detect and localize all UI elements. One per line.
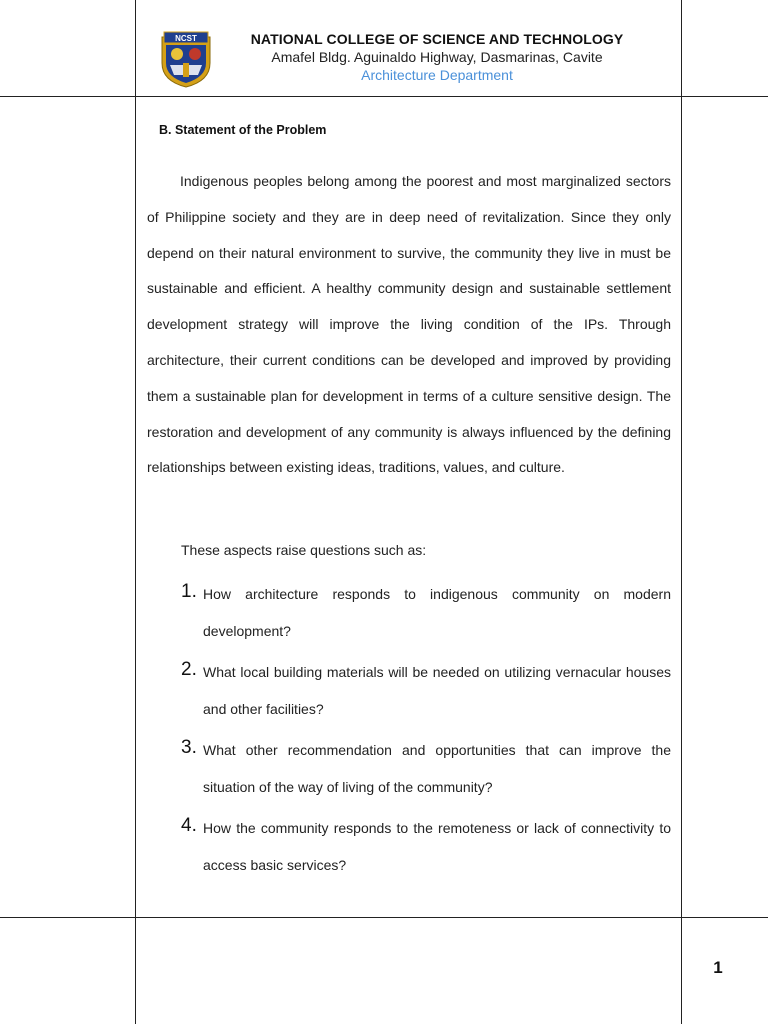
question-number: 2.: [181, 659, 197, 680]
page-number: 1: [713, 958, 723, 977]
question-text: What local building materials will be needed on utilizing vernacular houses and other facilities?: [203, 664, 671, 717]
header-divider: [0, 96, 768, 97]
footer-divider: [0, 917, 768, 918]
list-item: [181, 576, 671, 649]
college-name: NATIONAL COLLEGE OF SCIENCE AND TECHNOLOGY: [250, 31, 624, 47]
college-logo-icon: [158, 29, 214, 89]
frame-right-line: [681, 0, 682, 1024]
college-address: Amafel Bldg. Aguinaldo Highway, Dasmarinas, Cavite: [271, 49, 603, 65]
problem-paragraph: Indigenous peoples belong among the poorest and most marginalized sectors of Philippine society and they are in deep need of revitalization. Since they only depend on their natural environment to survive, the community they live in must be sustainable and efficient. A healthy community design and sustainable settlement development strategy will improve the living condition of the IPs. Through architecture, their current conditions can be developed and improved by providing them a sustainable plan for development in terms of a culture sensitive design. The restoration and development of any community is always influenced by the defining relationships between existing ideas, traditions, values, and culture.: [147, 173, 671, 476]
question-number: 3.: [181, 737, 197, 758]
questions-intro: These aspects raise questions such as:: [181, 542, 427, 558]
questions-list: [181, 576, 671, 888]
list-item: [181, 732, 671, 805]
question-text: How the community responds to the remoteness or lack of connectivity to access basic services?: [203, 820, 671, 873]
section-title: B. Statement of the Problem: [159, 123, 327, 137]
question-text: What other recommendation and opportunities that can improve the situation of the way of living of the community?: [203, 742, 671, 795]
department-name: Architecture Department: [361, 67, 513, 83]
question-number: 4.: [181, 815, 197, 836]
logo-text: NCST: [175, 34, 197, 43]
question-number: 1.: [181, 581, 197, 602]
header-block: [222, 30, 652, 84]
list-item: [181, 654, 671, 727]
list-item: [181, 810, 671, 883]
question-text: How architecture responds to indigenous community on modern development?: [203, 586, 671, 639]
frame-left-line: [135, 0, 136, 1024]
